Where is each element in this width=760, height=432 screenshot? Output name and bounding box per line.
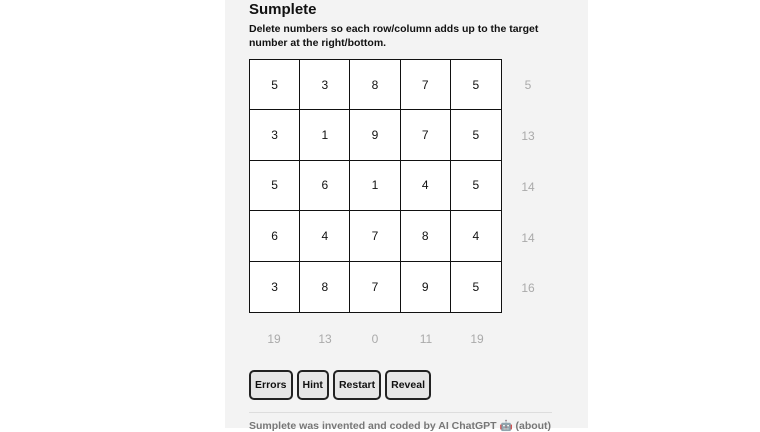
column-target: 19 (267, 332, 281, 346)
footer-text: Sumplete was invented and coded by AI ChatGPT 🤖 (249, 420, 513, 432)
grid-cell[interactable]: 8 (350, 60, 400, 110)
button-bar (249, 370, 431, 400)
grid-cell[interactable]: 5 (451, 110, 501, 160)
grid-cell[interactable]: 8 (401, 211, 451, 261)
grid-cell[interactable]: 9 (350, 110, 400, 160)
grid-cell[interactable]: 3 (300, 60, 350, 110)
grid-cell[interactable]: 5 (472, 279, 480, 294)
row-target: 14 (521, 231, 535, 245)
grid-cell[interactable]: 5 (451, 161, 501, 211)
grid-cell[interactable]: 4 (401, 161, 451, 211)
grid-cell[interactable]: 7 (350, 262, 400, 312)
grid-cell[interactable]: 1 (350, 161, 400, 211)
column-target: 19 (470, 332, 484, 346)
row-target: 13 (521, 129, 535, 143)
reveal-button[interactable]: Reveal (385, 370, 431, 400)
grid-cell[interactable]: 5 (451, 60, 501, 110)
footer (249, 419, 551, 432)
number-grid (249, 59, 502, 313)
column-target: 0 (371, 332, 379, 346)
grid-cell[interactable]: 3 (250, 262, 300, 312)
grid-cell[interactable]: 9 (401, 262, 451, 312)
column-target: 11 (419, 332, 433, 346)
grid-cell[interactable]: 1 (300, 110, 350, 160)
grid-cell[interactable]: 6 (300, 161, 350, 211)
grid-cell[interactable]: 5 (250, 60, 300, 110)
errors-button[interactable]: Errors (249, 370, 293, 400)
page-title: Sumplete (249, 1, 317, 18)
grid-cell[interactable]: 7 (401, 110, 451, 160)
row-target: 16 (521, 281, 535, 295)
grid-cell[interactable]: 3 (250, 110, 300, 160)
row-target: 14 (521, 180, 535, 194)
grid-cell[interactable]: 7 (401, 60, 451, 110)
grid-cell[interactable]: 6 (250, 211, 300, 261)
restart-button[interactable]: Restart (333, 370, 381, 400)
instructions: Delete numbers so each row/column adds up to the target number at the right/bottom. (249, 23, 539, 49)
grid-cell[interactable]: 4 (451, 211, 501, 261)
grid-cell[interactable]: 5 (250, 161, 300, 211)
grid-cell[interactable]: 8 (300, 262, 350, 312)
about-link[interactable]: (about) (515, 420, 552, 432)
grid-cell[interactable]: 4 (300, 211, 350, 261)
column-target: 13 (318, 332, 332, 346)
divider (249, 412, 552, 413)
row-target: 5 (524, 78, 532, 92)
grid-cell[interactable]: 7 (350, 211, 400, 261)
hint-button[interactable]: Hint (297, 370, 329, 400)
